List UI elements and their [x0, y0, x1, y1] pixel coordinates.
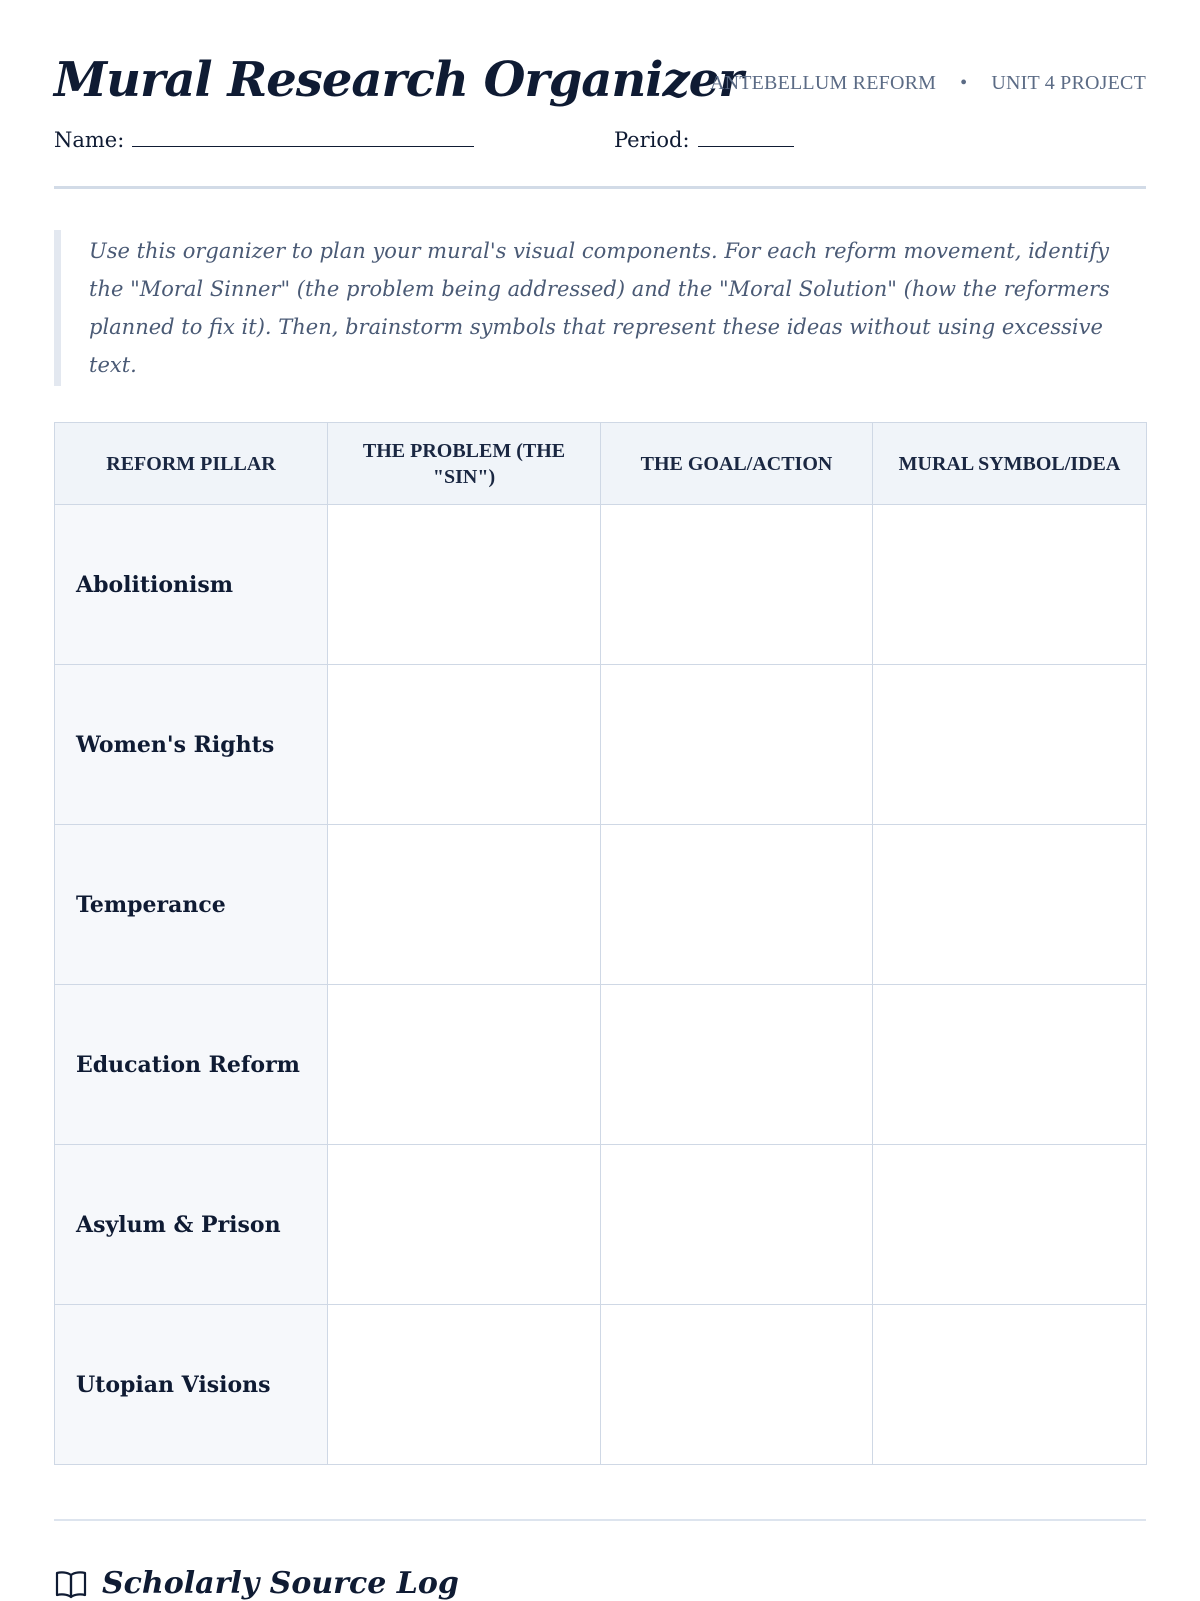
source-log-title: Scholarly Source Log: [102, 1566, 459, 1601]
table-header-row: [55, 423, 1147, 505]
column-header-goal-action: THE GOAL/ACTION: [601, 423, 873, 505]
problem-cell[interactable]: [328, 985, 601, 1145]
pillar-cell: Women's Rights: [55, 665, 328, 825]
mural-symbol-cell[interactable]: [873, 985, 1147, 1145]
period-blank-line[interactable]: [698, 128, 794, 147]
pillar-cell: Utopian Visions: [55, 1305, 328, 1465]
problem-cell[interactable]: [328, 665, 601, 825]
header-divider: [54, 186, 1146, 189]
course-tag: ANTEBELLUM REFORM: [709, 72, 937, 94]
table-row: [55, 1305, 1147, 1465]
goal-action-cell[interactable]: [601, 1145, 873, 1305]
book-icon: [54, 1568, 88, 1600]
goal-action-cell[interactable]: [601, 665, 873, 825]
section-divider: [54, 1519, 1146, 1521]
project-tag: UNIT 4 PROJECT: [991, 72, 1146, 94]
goal-action-cell[interactable]: [601, 985, 873, 1145]
period-label: Period:: [614, 128, 690, 152]
table-row: [55, 825, 1147, 985]
goal-action-cell[interactable]: [601, 825, 873, 985]
problem-cell[interactable]: [328, 825, 601, 985]
table-row: [55, 985, 1147, 1145]
pillar-cell: Abolitionism: [55, 505, 328, 665]
mural-symbol-cell[interactable]: [873, 665, 1147, 825]
mural-symbol-cell[interactable]: [873, 825, 1147, 985]
table-row: [55, 665, 1147, 825]
problem-cell[interactable]: [328, 505, 601, 665]
pillar-cell: Education Reform: [55, 985, 328, 1145]
page-title: Mural Research Organizer: [54, 52, 743, 108]
instructions-callout: Use this organizer to plan your mural's visual components. For each reform movement, identify the "Moral Sinner" (the problem being addressed) and the "Moral Solution" (how the reformers planned to fix it). Then, brainstorm symbols that represent these ideas without using excessive text.: [54, 230, 1146, 386]
pillar-cell: Temperance: [55, 825, 328, 985]
column-header-problem: THE PROBLEM (THE "SIN"): [328, 423, 601, 505]
table-row: [55, 1145, 1147, 1305]
column-header-reform-pillar: REFORM PILLAR: [55, 423, 328, 505]
organizer-table: [54, 422, 1147, 1465]
mural-symbol-cell[interactable]: [873, 505, 1147, 665]
meta-separator: •: [960, 72, 968, 94]
mural-symbol-cell[interactable]: [873, 1145, 1147, 1305]
problem-cell[interactable]: [328, 1145, 601, 1305]
mural-symbol-cell[interactable]: [873, 1305, 1147, 1465]
table-row: [55, 505, 1147, 665]
pillar-cell: Asylum & Prison: [55, 1145, 328, 1305]
name-label: Name:: [54, 128, 125, 152]
goal-action-cell[interactable]: [601, 1305, 873, 1465]
name-blank-line[interactable]: [132, 128, 474, 147]
period-field: [614, 128, 794, 152]
header-meta: [710, 72, 1146, 95]
goal-action-cell[interactable]: [601, 505, 873, 665]
source-log-heading: [54, 1566, 459, 1601]
column-header-mural-symbol: MURAL SYMBOL/IDEA: [873, 423, 1147, 505]
name-field: [54, 128, 474, 152]
problem-cell[interactable]: [328, 1305, 601, 1465]
